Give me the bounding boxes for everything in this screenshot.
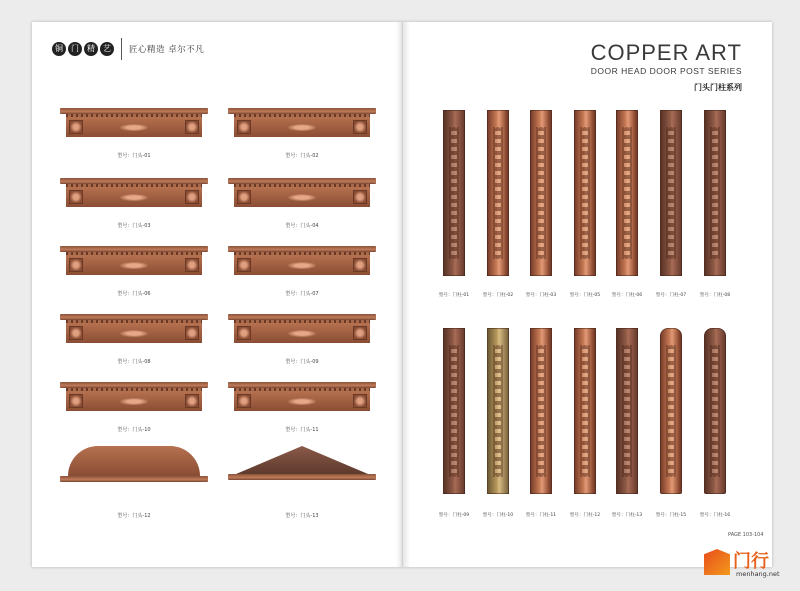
door-post-image — [443, 110, 465, 276]
catalog-subtitle: DOOR HEAD DOOR POST SERIES — [590, 66, 742, 76]
door-head-image — [60, 382, 208, 411]
watermark-logo — [704, 549, 780, 578]
door-head-image — [228, 446, 376, 480]
door-head-caption: 型号：门头-06 — [117, 291, 151, 297]
left-page — [32, 22, 403, 567]
door-post-image — [487, 110, 509, 276]
door-head-caption: 型号：门头-12 — [117, 513, 151, 519]
door-head-image — [228, 314, 376, 343]
door-post-caption: 型号：门柱-09 — [438, 513, 470, 518]
door-post-caption: 型号：门柱-11 — [525, 513, 557, 518]
door-head-caption: 型号：门头-10 — [117, 427, 151, 433]
door-head-caption: 型号：门头-01 — [117, 153, 151, 159]
door-post-image — [704, 110, 726, 276]
door-post-image — [487, 328, 509, 494]
brand-slogan: 匠心精造 卓尔不凡 — [129, 45, 205, 55]
door-post-image — [443, 328, 465, 494]
door-post-caption: 型号：门柱-13 — [611, 513, 643, 518]
badge-char: 铜 — [52, 42, 66, 56]
door-post-image — [660, 110, 682, 276]
door-post-caption: 型号：门柱-02 — [482, 293, 514, 298]
page-number: PAGE 103-104 — [728, 532, 764, 538]
door-post-caption: 型号：门柱-12 — [569, 513, 601, 518]
door-head-caption: 型号：门头-04 — [285, 223, 319, 229]
door-head-image — [228, 108, 376, 137]
header-divider — [121, 38, 122, 60]
door-head-image — [228, 382, 376, 411]
door-head-caption: 型号：门头-11 — [285, 427, 319, 433]
door-post-image — [660, 328, 682, 494]
door-head-image — [60, 178, 208, 207]
brand-badge — [52, 42, 114, 56]
door-post-caption: 型号：门柱-08 — [699, 293, 731, 298]
door-head-image — [228, 178, 376, 207]
door-head-caption: 型号：门头-03 — [117, 223, 151, 229]
door-head-image — [60, 246, 208, 275]
brand-header — [52, 36, 204, 62]
badge-char: 门 — [68, 42, 82, 56]
door-head-caption: 型号：门头-13 — [285, 513, 319, 519]
door-post-caption: 型号：门柱-15 — [655, 513, 687, 518]
door-post-image — [616, 328, 638, 494]
door-post-caption: 型号：门柱-10 — [482, 513, 514, 518]
door-head-caption: 型号：门头-07 — [285, 291, 319, 297]
catalog-title: COPPER ART — [590, 40, 742, 65]
door-head-image — [60, 108, 208, 137]
badge-char: 艺 — [100, 42, 114, 56]
door-post-image — [530, 328, 552, 494]
door-post-caption: 型号：门柱-06 — [611, 293, 643, 298]
door-post-image — [616, 110, 638, 276]
book-spine — [396, 22, 410, 567]
door-post-image — [704, 328, 726, 494]
door-post-image — [574, 328, 596, 494]
door-head-image — [60, 314, 208, 343]
door-post-caption: 型号：门柱-05 — [569, 293, 601, 298]
door-head-caption: 型号：门头-09 — [285, 359, 319, 365]
door-post-caption: 型号：门柱-16 — [699, 513, 731, 518]
door-post-image — [530, 110, 552, 276]
door-head-caption: 型号：门头-08 — [117, 359, 151, 365]
badge-char: 精 — [84, 42, 98, 56]
watermark-name: 门行 — [733, 551, 769, 572]
door-head-caption: 型号：门头-02 — [285, 153, 319, 159]
series-title-cn: 门头门柱系列 — [694, 83, 742, 92]
door-post-caption: 型号：门柱-01 — [438, 293, 470, 298]
door-post-caption: 型号：门柱-03 — [525, 293, 557, 298]
door-post-image — [574, 110, 596, 276]
door-head-image — [60, 446, 208, 482]
door-post-caption: 型号：门柱-07 — [655, 293, 687, 298]
door-head-image — [228, 246, 376, 275]
house-logo-icon — [704, 549, 730, 575]
watermark-domain: menhang.net — [736, 570, 780, 578]
